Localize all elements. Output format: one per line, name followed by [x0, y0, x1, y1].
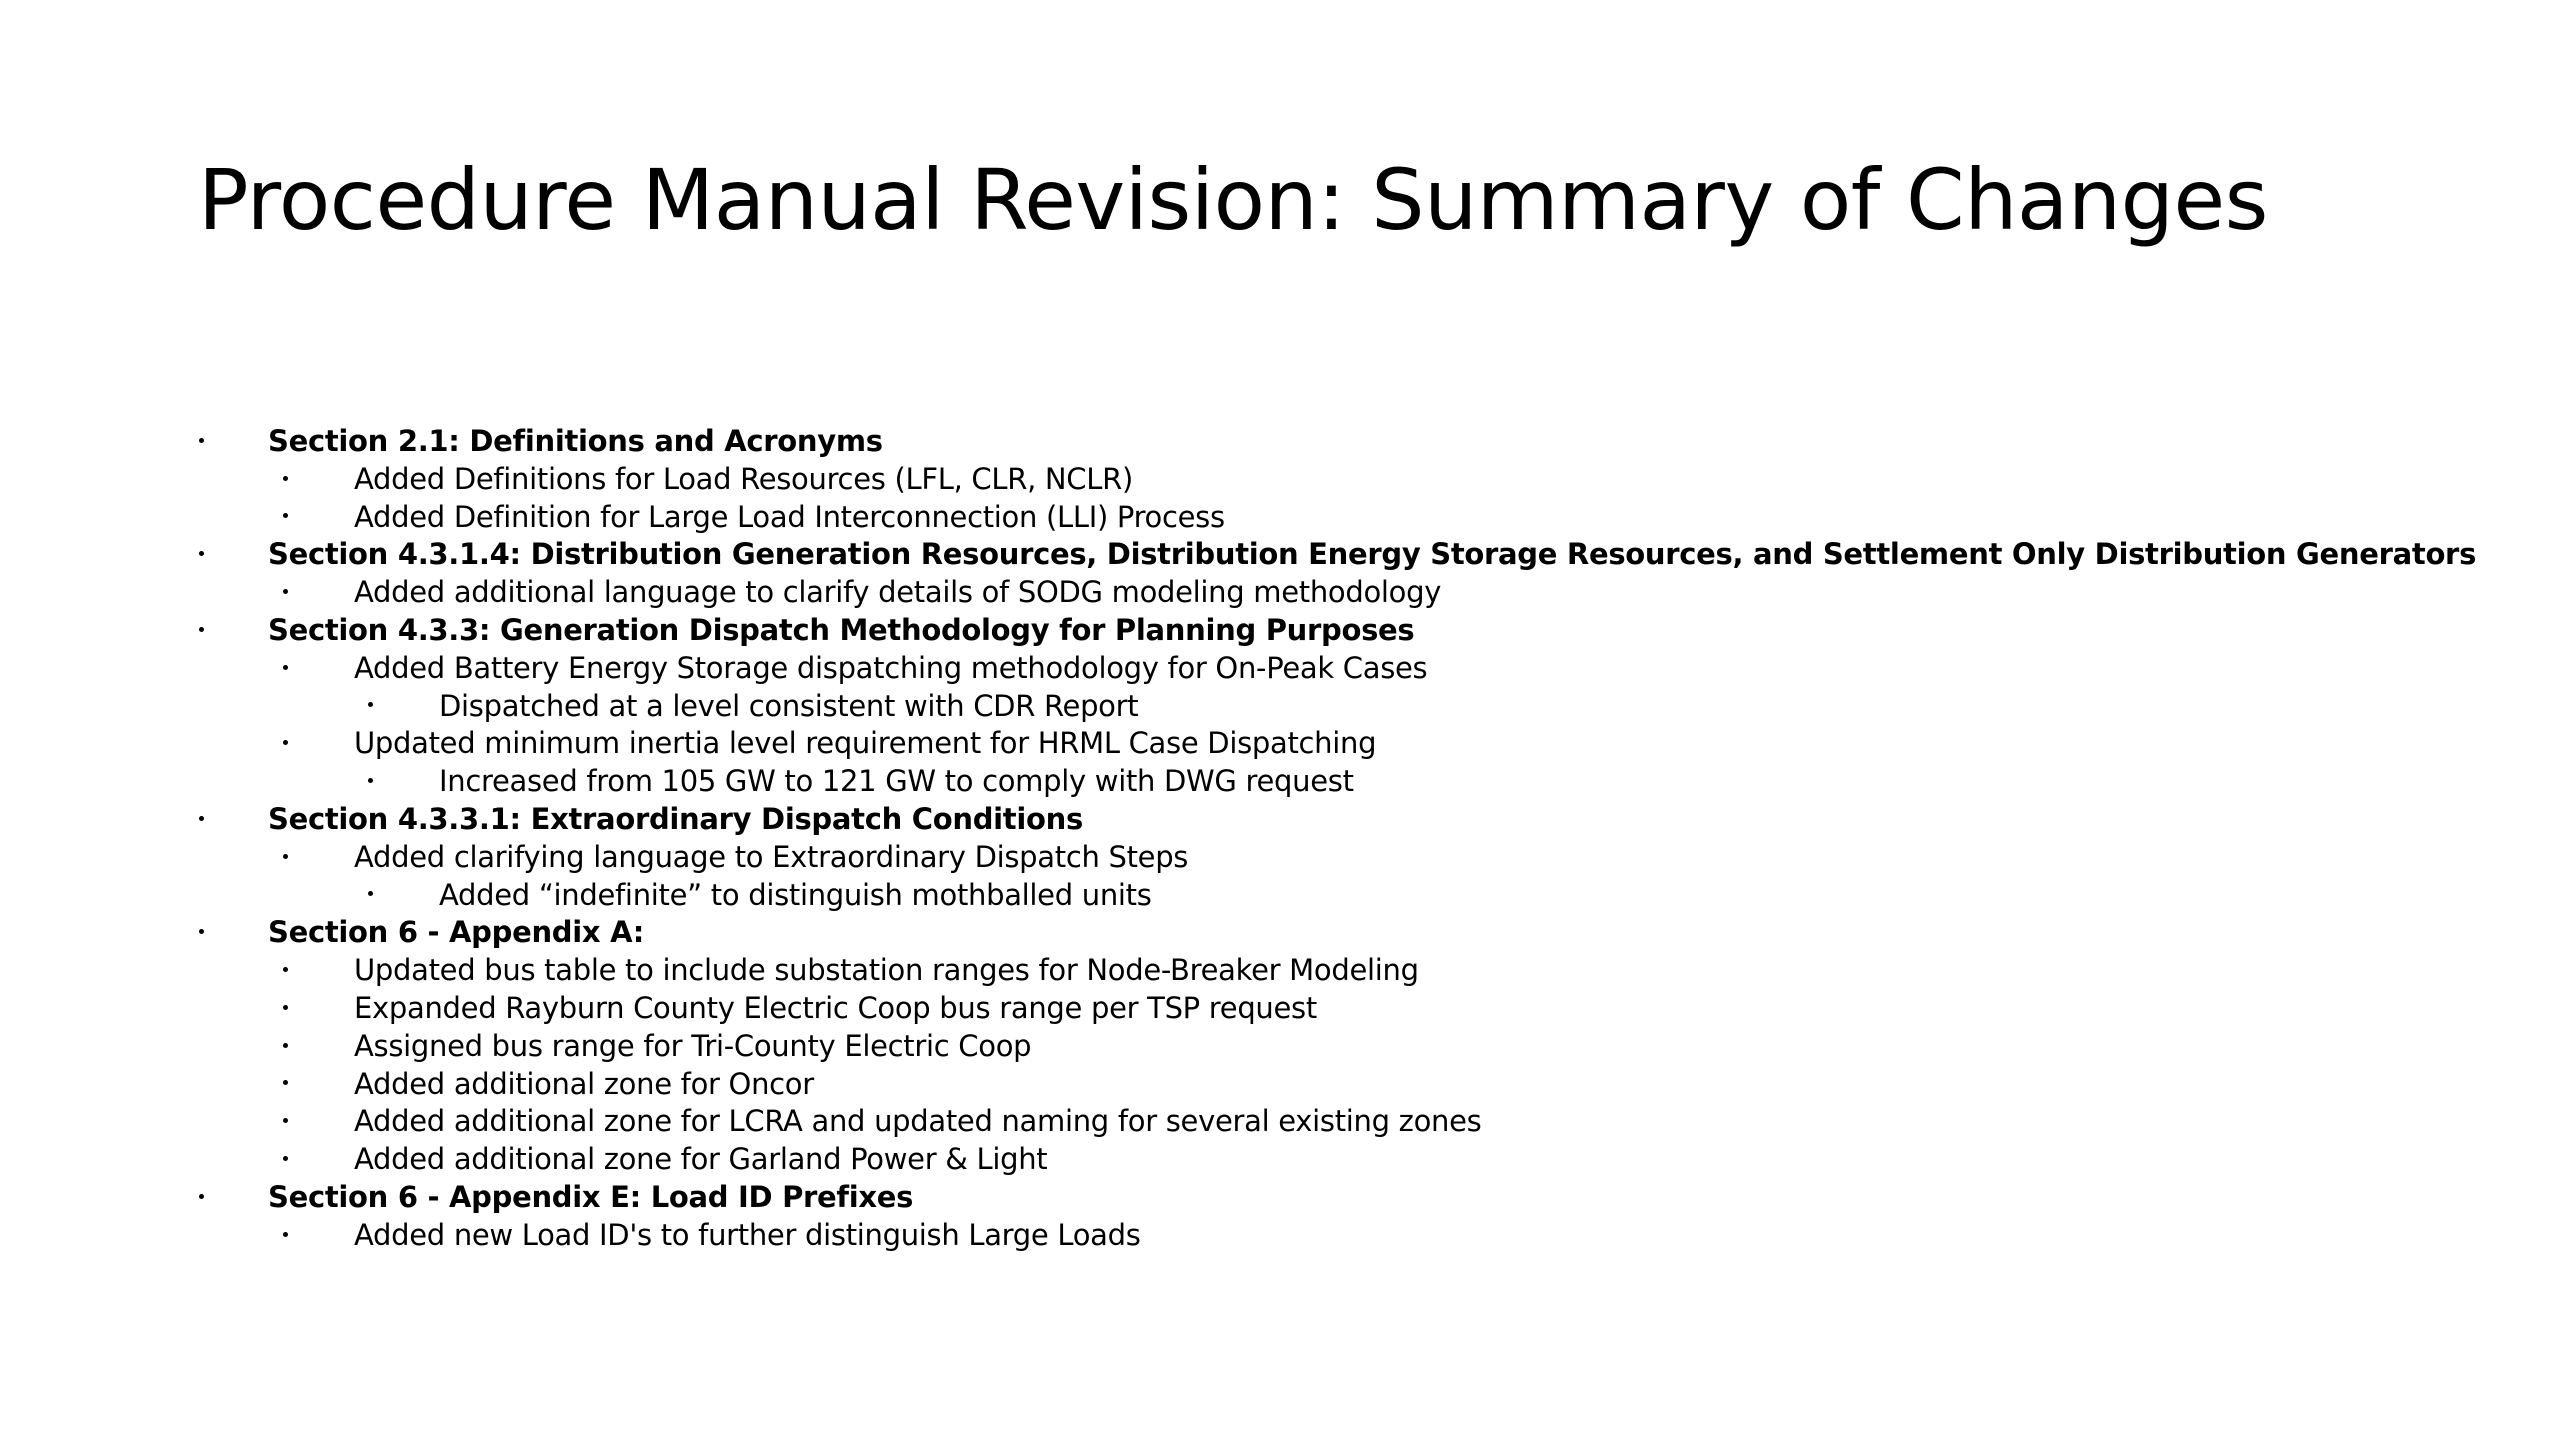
bullet-text: Added additional language to clarify details of SODG modeling methodology — [354, 575, 1442, 610]
bullet-dot-icon — [283, 665, 288, 670]
bullet-item — [195, 839, 2495, 877]
bullet-text: Added “indefinite” to distinguish mothballed units — [439, 877, 1152, 912]
bullet-text: Added Battery Energy Storage dispatching methodology for On-Peak Cases — [354, 650, 1428, 685]
bullet-item — [195, 990, 2495, 1028]
bullet-item — [195, 1103, 2495, 1141]
bullet-item — [195, 499, 2495, 537]
bullet-dot-icon — [368, 891, 373, 896]
bullet-dot-icon — [283, 1080, 288, 1085]
bullet-text: Section 4.3.3: Generation Dispatch Methodology for Planning Purposes — [268, 612, 1415, 647]
bullet-text: Section 4.3.1.4: Distribution Generation Resources, Distribution Energy Storage Resources, and Settlement Only Distribution Generators — [268, 537, 2477, 572]
bullet-text: Updated bus table to include substation ranges for Node-Breaker Modeling — [354, 953, 1419, 988]
bullet-text: Section 6 - Appendix E: Load ID Prefixes — [268, 1179, 914, 1214]
bullet-text: Section 6 - Appendix A: — [268, 915, 645, 950]
bullet-item — [195, 1028, 2495, 1066]
bullet-item — [195, 877, 2495, 915]
bullet-text: Assigned bus range for Tri-County Electric Coop — [354, 1028, 1032, 1063]
bullet-dot-icon — [368, 778, 373, 783]
bullet-item — [195, 725, 2495, 763]
bullet-dot-icon — [199, 929, 204, 934]
bullet-item — [195, 536, 2495, 574]
bullet-item — [195, 801, 2495, 839]
bullet-item — [195, 688, 2495, 726]
bullet-dot-icon — [283, 967, 288, 972]
bullet-text: Added new Load ID's to further distinguish Large Loads — [354, 1217, 1141, 1252]
bullet-text: Dispatched at a level consistent with CDR Report — [439, 688, 1139, 723]
bullet-dot-icon — [283, 1118, 288, 1123]
bullet-text: Section 4.3.3.1: Extraordinary Dispatch Conditions — [268, 801, 1083, 836]
bullet-dot-icon — [283, 589, 288, 594]
bullet-item — [195, 1066, 2495, 1104]
bullet-text: Expanded Rayburn County Electric Coop bus range per TSP request — [354, 990, 1317, 1025]
bullet-dot-icon — [199, 438, 204, 443]
bullet-text: Added additional zone for Oncor — [354, 1066, 814, 1101]
bullet-dot-icon — [283, 513, 288, 518]
bullet-item — [195, 650, 2495, 688]
bullet-dot-icon — [199, 627, 204, 632]
bullet-dot-icon — [283, 854, 288, 859]
bullet-dot-icon — [199, 816, 204, 821]
bullet-item — [195, 461, 2495, 499]
bullet-item — [195, 1217, 2495, 1255]
bullet-item — [195, 1141, 2495, 1179]
bullet-text: Added additional zone for Garland Power & Light — [354, 1142, 1048, 1177]
bullet-dot-icon — [283, 1005, 288, 1010]
bullet-text: Added clarifying language to Extraordinary Dispatch Steps — [354, 839, 1189, 874]
bullet-text: Added additional zone for LCRA and updated naming for several existing zones — [354, 1104, 1482, 1139]
bullet-dot-icon — [199, 1194, 204, 1199]
bullet-item — [195, 612, 2495, 650]
bullet-list — [195, 423, 2495, 1255]
bullet-dot-icon — [283, 476, 288, 481]
bullet-dot-icon — [283, 1156, 288, 1161]
slide-title: Procedure Manual Revision: Summary of Changes — [198, 151, 2268, 249]
bullet-dot-icon — [283, 1232, 288, 1237]
bullet-item — [195, 1179, 2495, 1217]
bullet-text: Increased from 105 GW to 121 GW to comply with DWG request — [439, 764, 1354, 799]
bullet-text: Added Definitions for Load Resources (LFL, CLR, NCLR) — [354, 461, 1133, 496]
bullet-text: Updated minimum inertia level requirement for HRML Case Dispatching — [354, 726, 1377, 761]
bullet-dot-icon — [283, 740, 288, 745]
bullet-item — [195, 763, 2495, 801]
bullet-dot-icon — [283, 1043, 288, 1048]
bullet-text: Added Definition for Large Load Interconnection (LLI) Process — [354, 499, 1225, 534]
bullet-item — [195, 914, 2495, 952]
bullet-item — [195, 574, 2495, 612]
bullet-dot-icon — [368, 702, 373, 707]
bullet-text: Section 2.1: Definitions and Acronyms — [268, 424, 883, 458]
bullet-item — [195, 952, 2495, 990]
bullet-item — [195, 423, 2495, 461]
bullet-dot-icon — [199, 551, 204, 556]
